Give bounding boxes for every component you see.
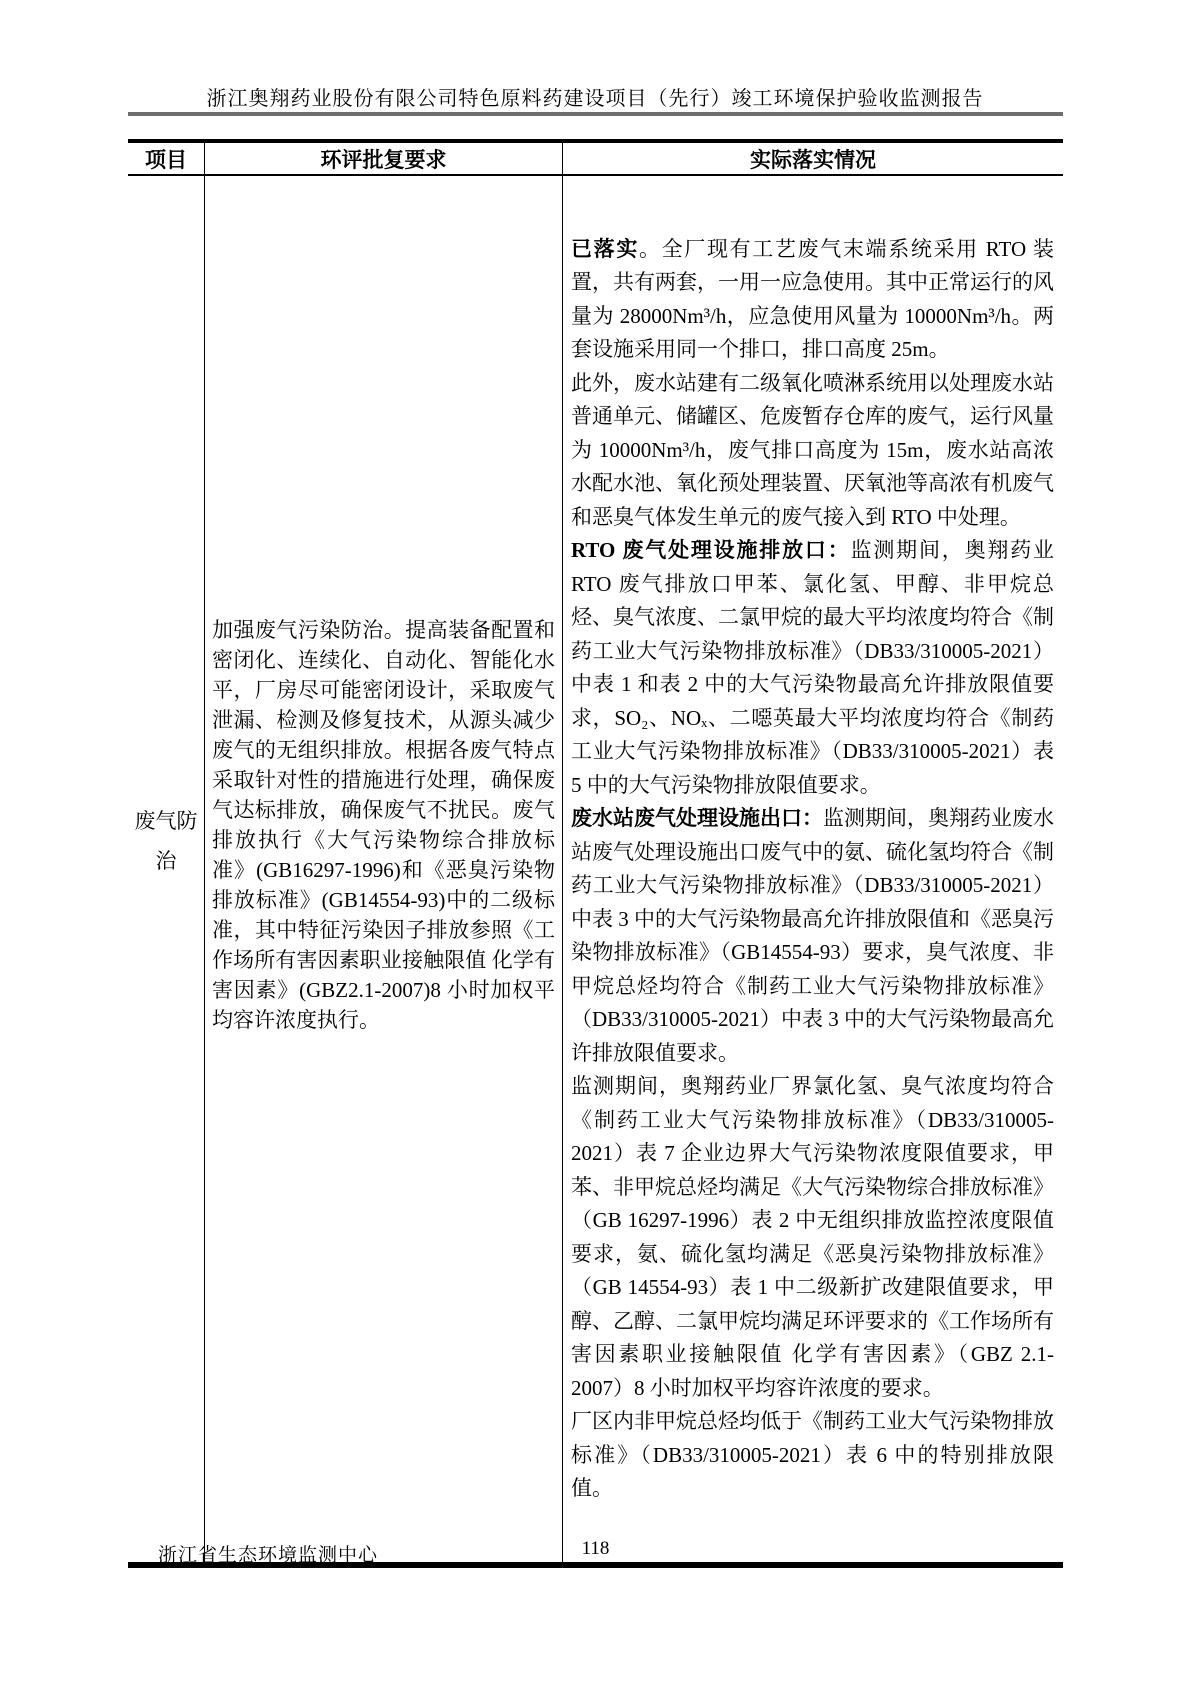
implemented-status-label: 已落实 bbox=[571, 236, 639, 261]
rto-outlet-lead-label: RTO 废气处理设施排放口： bbox=[571, 538, 851, 562]
column-header-implementation-status: 实际落实情况 bbox=[750, 147, 876, 172]
cell-implementation-status bbox=[563, 176, 1063, 1562]
implementation-paragraph-3 bbox=[571, 534, 1054, 802]
implementation-paragraph-4-text: 监测期间，奥翔药业废水站废气处理设施出口废气中的氨、硫化氢均符合《制药工业大气污染物排放标准》（DB33/310005-2021）中表 3 中的大气污染物最高允许排放限值和《恶臭污染物排放标准》（GB14554-93）要求，臭气浓度、非甲烷总烃均符合《制药工业大气污染物排放标准》（DB33/310005-2021）中表 3 中的大气污染物最高允许排放限值要求。 bbox=[571, 806, 1054, 1065]
verification-table bbox=[128, 139, 1063, 1568]
footer-page-number: 118 bbox=[581, 1538, 610, 1559]
implementation-paragraph-1-text: 。全厂现有工艺废气末端系统采用 RTO 装置，共有两套，一用一应急使用。其中正常运行的风量为 28000Nm³/h，应急使用风量为 10000Nm³/h。两套设施采用同一个排口，排口高度 25m。 bbox=[571, 236, 1055, 361]
column-header-item: 项目 bbox=[128, 143, 205, 174]
page-header-title: 浙江奥翔药业股份有限公司特色原料药建设项目（先行）竣工环境保护验收监测报告 bbox=[206, 88, 984, 110]
cell-item-category bbox=[128, 176, 205, 1562]
table-row bbox=[128, 176, 1063, 1562]
implementation-paragraph-1 bbox=[571, 233, 1054, 367]
column-header-eia-requirement: 环评批复要求 bbox=[205, 143, 563, 174]
wastewater-outlet-lead-label: 废水站废气处理设施出口： bbox=[571, 806, 823, 830]
requirement-paragraph: 加强废气污染防治。提高装备配置和密闭化、连续化、自动化、智能化水平，厂房尽可能密闭设计，采取废气泄漏、检测及修复技术，从源头减少废气的无组织排放。根据各废气特点采取针对性的措施进行处理，确保废气达标排放，确保废气不扰民。废气排放执行《大气污染物综合排放标准》(GB16297-1996)和《恶臭污染物排放标准》(GB14554-93)中的二级标准，其中特征污染因子排放参照《工作场所有害因素职业接触限值 化学有害因素》(GBZ2.1-2007)8 小时加权平均容许浓度执行。 bbox=[212, 618, 555, 1032]
header-rule bbox=[128, 112, 1063, 116]
implementation-paragraph-3-text: 监测期间，奥翔药业 RTO 废气排放口甲苯、氯化氢、甲醇、非甲烷总烃、臭气浓度、二氯甲烷的最大平均浓度均符合《制药工业大气污染物排放标准》（DB33/310005-2021）中表 1 和表 2 中的大气污染物最高允许排放限值要求，SO₂、NOₓ、二噁英最大平均浓度均符合《制药工业大气污染物排放标准》（DB33/310005-2021）表 5 中的大气污染物排放限值要求。 bbox=[571, 538, 1054, 797]
item-category-label: 废气防治 bbox=[134, 809, 198, 873]
implementation-paragraph-6: 厂区内非甲烷总烃均低于《制药工业大气污染物排放标准》（DB33/310005-2021）表 6 中的特别排放限值。 bbox=[571, 1409, 1054, 1500]
footer-institution: 浙江省生态环境监测中心 bbox=[158, 1545, 379, 1566]
implementation-paragraph-4 bbox=[571, 802, 1054, 1070]
implementation-paragraph-5: 监测期间，奥翔药业厂界氯化氢、臭气浓度均符合《制药工业大气污染物排放标准》（DB33/310005-2021）表 7 企业边界大气污染物浓度限值要求，甲苯、非甲烷总烃均满足《大气污染物综合排放标准》（GB 16297-1996）表 2 中无组织排放监控浓度限值要求，氨、硫化氢均满足《恶臭污染物排放标准》（GB 14554-93）表 1 中二级新扩改建限值要求，甲醇、乙醇、二氯甲烷均满足环评要求的《工作场所有害因素职业接触限值 化学有害因素》（GBZ 2.1-2007）8 小时加权平均容许浓度的要求。 bbox=[571, 1074, 1054, 1400]
cell-eia-requirement bbox=[205, 176, 563, 1562]
implementation-paragraph-2: 此外，废水站建有二级氧化喷淋系统用以处理废水站普通单元、储罐区、危废暂存仓库的废气，运行风量为 10000Nm³/h，废气排口高度为 15m，废水站高浓水配水池、氧化预处理装置、厌氧池等高浓有机废气和恶臭气体发生单元的废气接入到 RTO 中处理。 bbox=[571, 370, 1054, 529]
table-header-row bbox=[128, 143, 1063, 176]
